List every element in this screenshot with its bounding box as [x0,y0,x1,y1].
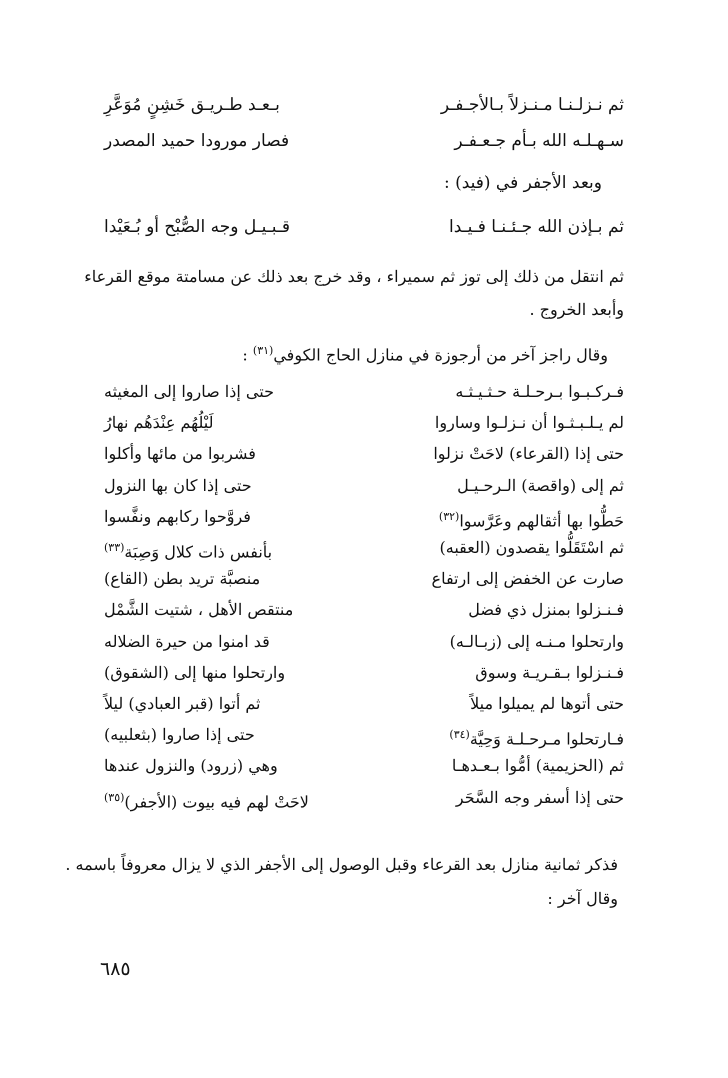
verse-left-line [104,568,260,590]
verse-right-line [433,443,624,465]
paragraph-1-line-1: ثم انتقل من ذلك إلى توز ثم سميراء ، وقد خرج بعد ذلك عن مسامتة موقع القرعاء [84,267,624,286]
verse-right-line [432,568,624,590]
verse-left-text: فروَّحوا ركابهم ونفَّسوا [104,506,251,526]
poem1-left-2: فصار مورودا حميد المصدر [104,131,290,151]
verse-left-text: حتى إذا صاروا (بثعلبيه) [104,725,255,745]
verse-left-text: قد امنوا من حيرة الضلاله [104,631,270,651]
verse-right-line [452,755,624,777]
verse-right-text: صارت عن الخفض إلى ارتفاع [431,569,624,589]
verse-left-text: منتقص الأهل ، شتيت الشَّمْل [104,600,294,620]
verse-left-line [104,443,256,465]
page-number: ٦٨٥ [100,958,131,980]
verse-right-line [468,599,624,621]
verse-left-text: منصبَّة تريد بطن (القاع) [104,569,261,589]
verse-right-text: ثم (الحزيمية) أمُّوا بـعـدهـا [451,756,624,776]
poem1-right-2: سـهـلـه الله بـأم جـعـفـر [454,131,624,151]
poem1-right-1: ثم نـزلـنـا مـنـزلاً بـالأجـفـر [440,95,624,115]
verse-right-line [457,475,624,497]
verse-left-line [104,381,274,403]
verse-right-line [456,787,624,809]
verse-left-text: لَيْلُهُم عِنْدَهُم نهارُ [104,413,214,433]
verse-left-text: وارتحلوا منها إلى (الشقوق) [104,662,286,682]
intro-line [242,340,608,366]
verse-right-line [439,506,624,532]
verse-right-text: حتى إذا (القرعاء) لاحَتْ نزلوا [433,444,624,464]
verse-right-text: حتى أتوها لم يميلوا ميلاً [470,694,624,713]
verse-left-line [104,693,260,715]
verse-left-line [104,506,251,528]
verse-left-text: ثم أتوا (قبر العبادي) ليلاً [104,694,261,713]
verse-right-line [475,662,624,684]
footnote-ref: (٣٣) [104,541,125,554]
verse-right-text: فـارتحلوا مـرحـلـة وَحِيَّة [469,729,624,749]
paragraph-1-line-2: وأبعد الخروج . [529,300,624,319]
verse-right-line [440,537,624,559]
poem2-right: ثم بـإذن الله جـئـنـا فـيـدا [448,217,624,237]
intro-colon: : [242,345,253,365]
verse-left-text: حتى إذا كان بها النزول [104,475,252,495]
verse-left-text: فشربوا من مائها وأكلوا [104,444,256,464]
verse-left-line [104,662,285,684]
verse-left-text: وهي (زرود) والنزول عندها [104,756,278,776]
verse-right-line [450,631,624,653]
verse-left-line [104,475,252,497]
footnote-ref: (٣٤) [449,728,470,742]
verse-left-line [104,631,270,653]
verse-right-text: لم يـلـبـثـوا أن نـزلـوا وساروا [434,413,624,433]
verse-right-text: ثم اسْتَقَلُّوا يقصدون (العقبه) [439,538,624,557]
footnote-ref: (٣٢) [438,509,460,523]
verse-left-line [104,412,213,434]
verse-left-line [104,724,255,746]
verse-right-line [449,724,624,750]
heading-fayd: وبعد الأجفر في (فيد) : [443,173,602,193]
paragraph-3: وقال آخر : [547,889,618,908]
verse-right-line [435,412,624,434]
verse-left-line [104,755,278,777]
verse-left-line [104,787,309,813]
verse-right-text: وارتحلوا مـنـه إلى (زبـالـه) [449,631,624,651]
verse-left-line [104,599,293,621]
verse-left-line [104,537,272,563]
verse-right-text: حَطُّوا بها أثقالهم وعَرَّسوا [459,511,624,531]
verse-right-text: ثم إلى (واقصة) الـرحـيـل [457,475,624,495]
verse-left-text: لاحَتْ لهم فيه بيوت (الأجفر) [124,791,309,811]
verse-right-line [455,381,624,403]
paragraph-2: فذكر ثمانية منازل بعد القرعاء وقبل الوصول إلى الأجفر الذي لا يزال معروفاً باسمه . [65,855,618,874]
verse-right-text: فـنـزلوا بـقـريـة وسوق [475,662,624,682]
verse-right-line [470,693,624,715]
verse-right-text: حتى إذا أسفر وجه السَّحَر [455,787,624,807]
verse-right-text: فـركـبـوا بـرحـلـة حـثـيـثـه [455,382,624,401]
poem2-left: قـبـيـل وجه الصُّبْح أو بُـعَيْدا [104,217,291,237]
verse-left-text: بأنفس ذات كلال وَصِبَة [124,542,273,562]
intro-text: وقال راجز آخر من أرجوزة في منازل الحاج الكوفي [273,345,608,365]
footnote-ref: (٣٥) [104,790,125,804]
footnote-ref-31: (٣١) [252,344,274,357]
poem1-left-1: بـعـد طـريـق خَشِنٍ مُوَعَّرِ [104,95,280,115]
verse-left-text: حتى إذا صاروا إلى المغيثه [104,382,274,401]
verse-right-text: فـنـزلوا بمنزل ذي فضل [468,600,624,620]
